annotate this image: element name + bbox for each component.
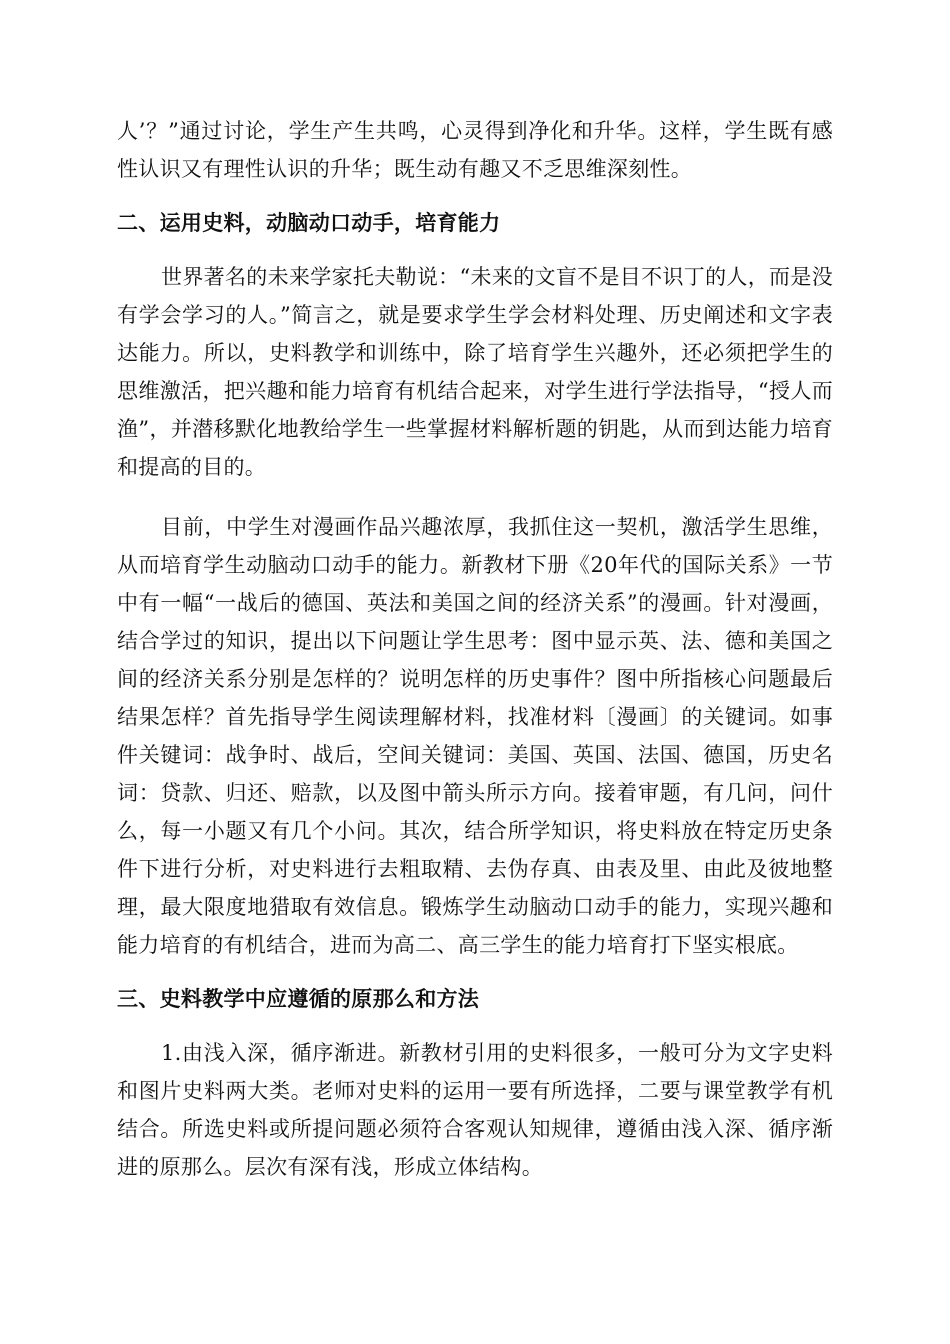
- paragraph-continuation: 人’？”通过讨论，学生产生共鸣，心灵得到净化和升华。这样，学生既有感性认识又有理性认识的升华；既生动有趣又不乏思维深刻性。: [117, 119, 833, 181]
- paragraph-principle-1: 1.由浅入深，循序渐进。新教材引用的史料很多，一般可分为文字史料和图片史料两大类。老师对史料的运用一要有所选择，二要与课堂教学有机结合。所选史料或所提问题必须符合客观认知规律，遵循由浅入深、循序渐进的原那么。层次有深有浅，形成立体结构。: [117, 1041, 833, 1179]
- paragraph-toffler-quote: 世界著名的未来学家托夫勒说：“未来的文盲不是目不识丁的人，而是没有学会学习的人。”简言之，就是要求学生学会材料处理、历史阐述和文字表达能力。所以，史料教学和训练中，除了培育学生兴趣外，还必须把学生的思维激活，把兴趣和能力培育有机结合起来，对学生进行学法指导，“授人而渔”，并潜移默化地教给学生一些掌握材料解析题的钥匙，从而到达能力培育和提高的目的。: [117, 265, 833, 479]
- paragraph-comic-analysis: 目前，中学生对漫画作品兴趣浓厚，我抓住这一契机，激活学生思维，从而培育学生动脑动口动手的能力。新教材下册《20年代的国际关系》一节中有一幅“一战后的德国、英法和美国之间的经济关系”的漫画。针对漫画，结合学过的知识，提出以下问题让学生思考：图中显示英、法、德和美国之间的经济关系分别是怎样的？说明怎样的历史事件？图中所指核心问题最后结果怎样？首先指导学生阅读理解材料，找准材料〔漫画〕的关键词。如事件关键词：战争时、战后，空间关键词：美国、英国、法国、德国，历史名词：贷款、归还、赔款，以及图中箭头所示方向。接着审题，有几问，问什么，每一小题又有几个小问。其次，结合所学知识，将史料放在特定历史条件下进行分析，对史料进行去粗取精、去伪存真、由表及里、由此及彼地整理，最大限度地猎取有效信息。锻炼学生动脑动口动手的能力，实现兴趣和能力培育的有机结合，进而为高二、高三学生的能力培育打下坚实根底。: [117, 515, 833, 957]
- section-heading-3: 三、史料教学中应遵循的原那么和方法: [117, 987, 480, 1011]
- document-page: [117, 112, 833, 1186]
- section-heading-2: 二、运用史料，动脑动口动手，培育能力: [117, 211, 501, 235]
